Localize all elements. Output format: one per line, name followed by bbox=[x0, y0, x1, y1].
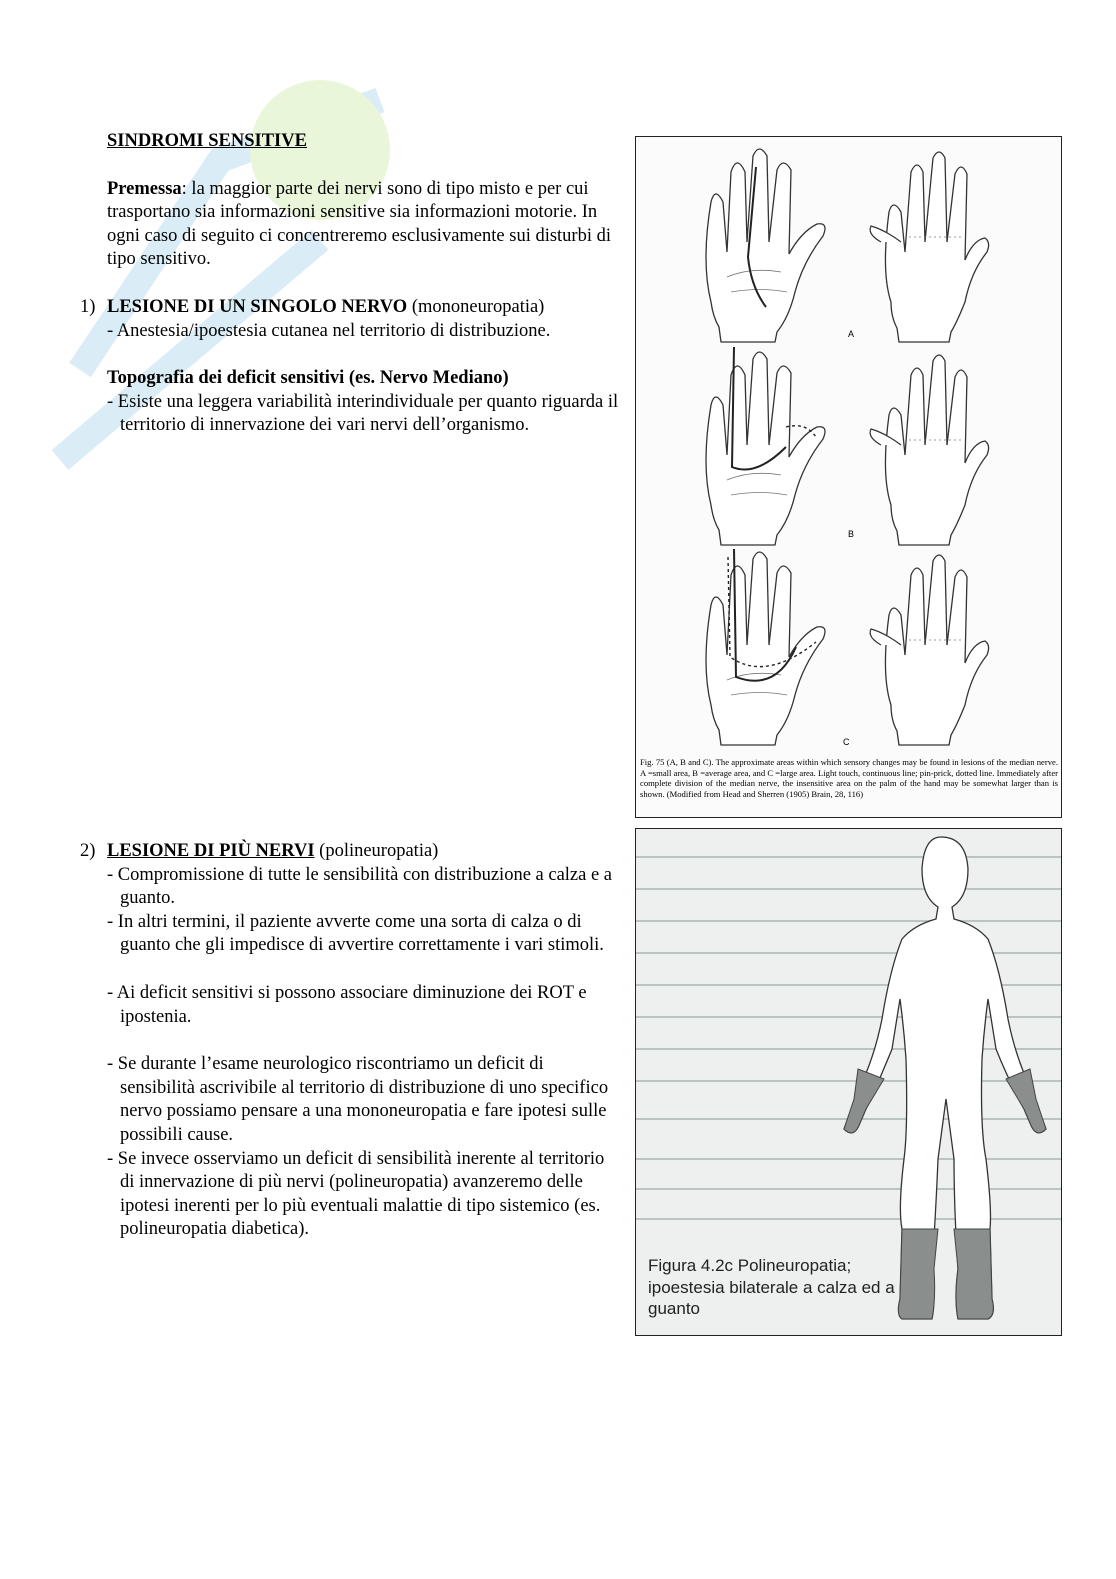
subheading-topografia bbox=[107, 367, 620, 391]
subheading-text: Topografia dei deficit sensitivi (es. Nervo Mediano) bbox=[107, 368, 509, 389]
section-heading bbox=[107, 840, 620, 864]
bullet-rot: - Ai deficit sensitivi si possono associare diminuzione dei ROT e ipostenia. bbox=[107, 982, 587, 1027]
section-heading-bold: LESIONE DI PIÙ NERVI bbox=[107, 841, 315, 861]
bullet-calza-guanto: - In altri termini, il paziente avverte come una sorta di calza o di guanto che gli impedisce di avvertire correttamente i vari stimoli. bbox=[107, 911, 604, 956]
panel-label-c: C bbox=[843, 737, 850, 747]
bullet-esame-neurologico: - Se durante l’esame neurologico riscontriamo un deficit di sensibilità ascrivibile al territorio di distribuzione di uno specifico nervo possiamo pensare a una mononeuropatia e fare ipotesi sulle possibili cause. bbox=[107, 1054, 609, 1145]
text-column-section2 bbox=[80, 840, 620, 1242]
bullet-polineuropatia: - Se invece osserviamo un deficit di sensibilità inerente al territorio di innervazione di più nervi (polineuropatia) avanzeremo delle ipotesi inerenti per lo più eventuali malattie di tipo sistemico (es. polineuropatia diabetica). bbox=[107, 1148, 605, 1240]
page-title: SINDROMI SENSITIVE bbox=[107, 131, 307, 151]
bullet-compromissione: - Compromissione di tutte le sensibilità con distribuzione a calza e a guanto. bbox=[107, 864, 613, 909]
figure-polineuropatia bbox=[635, 828, 1062, 1336]
section-number: 2) bbox=[80, 841, 96, 861]
section-number: 1) bbox=[80, 296, 96, 317]
hands-illustration bbox=[636, 137, 1061, 752]
section-heading-bold: LESIONE DI UN SINGOLO NERVO bbox=[107, 296, 408, 317]
section-heading bbox=[107, 296, 620, 320]
figure-median-nerve bbox=[635, 136, 1062, 818]
section-mononeuropatia bbox=[80, 296, 620, 438]
text-column bbox=[80, 130, 620, 438]
section-polineuropatia bbox=[80, 840, 620, 1242]
figure-caption: Figura 4.2c Polineuropatia; ipoestesia bilaterale a calza ed a guanto bbox=[648, 1256, 895, 1318]
bullet-variabilita: - Esiste una leggera variabilità interindividuale per quanto riguarda il territorio di innervazione dei vari nervi dell’organismo. bbox=[107, 391, 619, 436]
section-heading-suffix: (mononeuropatia) bbox=[407, 296, 545, 317]
section-heading-suffix: (polineuropatia) bbox=[314, 841, 439, 861]
panel-label-a: A bbox=[848, 329, 855, 339]
panel-label-b: B bbox=[848, 529, 855, 539]
premessa-label: Premessa bbox=[107, 178, 182, 199]
premessa-paragraph bbox=[107, 178, 620, 272]
premessa-text: : la maggior parte dei nervi sono di tipo misto e per cui trasportano sia informazioni sensitive sia informazioni motorie. In ogni caso di seguito ci concentreremo esclusivamente sui disturbi di tipo sensitivo. bbox=[107, 178, 611, 270]
figure-caption: Fig. 75 (A, B and C). The approximate areas within which sensory changes may be found in lesions of the median nerve. A =small area, B =average area, and C =large area. Light touch, continuous line; pin-prick, dotted line. Immediately after complete division of the median nerve, the insensitive area on the palm of the hand may be somewhat larger than is shown. (Modified from Head and Sherren (1905) Brain, 28, 116) bbox=[640, 757, 1058, 799]
bullet-anestesia: - Anestesia/ipoestesia cutanea nel territorio di distribuzione. bbox=[107, 320, 551, 341]
